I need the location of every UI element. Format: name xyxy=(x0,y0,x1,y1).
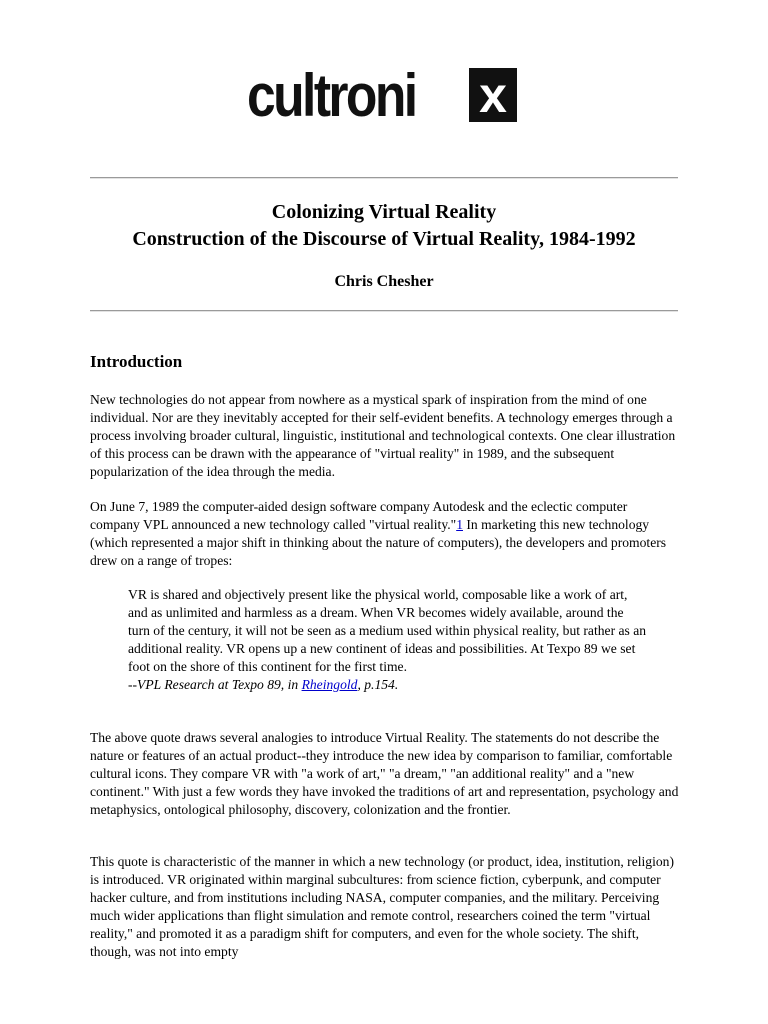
quote-citation xyxy=(128,677,398,692)
section-heading-introduction: Introduction xyxy=(90,352,183,371)
top-divider xyxy=(90,177,678,179)
citation-text-a: --VPL Research at Texpo 89, in xyxy=(128,677,302,692)
paragraph-2-text-a: On June 7, 1989 the computer-aided design software company Autodesk and the eclectic computer company VPL announced a new technology called "virtual reality." xyxy=(90,499,628,532)
logo-x-box: x xyxy=(469,68,517,122)
paragraph-2 xyxy=(90,498,680,570)
footnote-link-1[interactable]: 1 xyxy=(456,517,463,532)
bottom-divider xyxy=(90,310,678,312)
paragraph-4: This quote is characteristic of the manner in which a new technology (or product, idea, institution, religion) is introduced. VR originated within marginal subcultures: from science fiction, cyberpunk, and computer hacker culture, and from institutions including NASA, computer companies, and the military. Perceiving much wider applications than flight simulation and remote control, researchers coined the term "virtual reality," and promoted it as a paradigm shift for computers, and even for the whole society. The shift, though, was not into empty xyxy=(90,854,674,959)
page-title: Colonizing Virtual Reality xyxy=(271,201,497,223)
block-quote xyxy=(128,586,648,694)
paragraph-1: New technologies do not appear from nowhere as a mystical spark of inspiration from the mind of one individual. Nor are they inevitably accepted for their self-evident benefits. A technology emerges through a process involving broader cultural, linguistic, institutional and technological contexts. One clear illustration of this process can be drawn with the appearance of "virtual reality" in 1989, and the subsequent popularization of the idea through the media. xyxy=(90,392,676,479)
author-name: Chris Chesher xyxy=(334,273,434,290)
paragraph-2-text-b: In marketing this new technology (which represented a major shift in thinking about the nature of computers), the developers and promoters drew on a range of tropes: xyxy=(90,517,667,568)
logo-wordmark: cultroni xyxy=(247,62,416,129)
page-subtitle: Construction of the Discourse of Virtual Reality, 1984-1992 xyxy=(132,228,636,250)
citation-text-b: , p.154. xyxy=(357,677,399,692)
cultronix-logo[interactable] xyxy=(247,62,507,129)
rheingold-link[interactable]: Rheingold xyxy=(301,677,358,692)
paragraph-3: The above quote draws several analogies to introduce Virtual Reality. The statements do not describe the nature or features of an actual product--they introduce the new idea by comparison to familiar, comfortable cultural icons. They compare VR with "a work of art," "a dream," "an additional reality" and a "new continent." With just a few words they have invoked the traditions of art and representation, psychology and metaphysics, ontological philosophy, discovery, colonization and the frontier. xyxy=(90,730,679,817)
quote-text: VR is shared and objectively present like the physical world, composable like a work of art, and as unlimited and harmless as a dream. When VR becomes widely available, around the turn of the century, it will not be seen as a medium used within physical reality, but rather as an additional reality. VR opens up a new continent of ideas and possibilities. At Texpo 89 we set foot on the shore of this continent for the first time. xyxy=(128,587,647,674)
